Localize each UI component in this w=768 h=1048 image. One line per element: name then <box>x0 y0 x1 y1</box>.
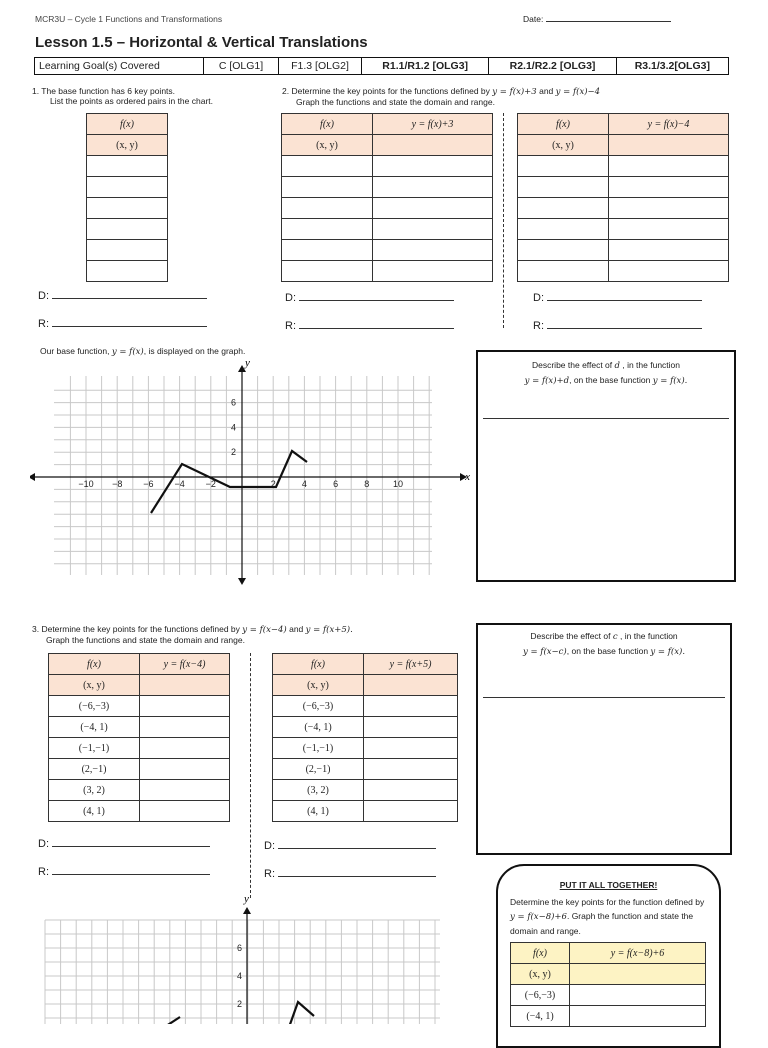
date-label: Date: <box>523 14 544 24</box>
translation-graph <box>30 890 470 1024</box>
q1-table: f(x) (x, y) <box>86 113 168 282</box>
domain-field[interactable]: D: <box>533 292 702 304</box>
q1-text: 1. The base function has 6 key points. List the points as ordered pairs in the chart. <box>32 86 214 106</box>
range-field[interactable]: R: <box>264 868 436 880</box>
put-it-all-together-box[interactable]: PUT IT ALL TOGETHER! Determine the key points for the function defined by y = f(x−8)+6. Graph the function and state the domain and range. f(x) y = f(x−8)+6 (x, y) (−6,−3) (−4, 1) <box>496 864 721 1048</box>
y-tick-label: 4 <box>236 971 242 981</box>
page-title: Lesson 1.5 – Horizontal & Vertical Translations <box>35 34 368 51</box>
domain-field[interactable]: D: <box>38 838 210 850</box>
q3-table-2: f(x) y = f(x+5) (x, y) (−6,−3) (−4, 1) (−1,−1) (2,−1) (3, 2) (4, 1) <box>272 653 458 822</box>
x-tick-label: −2 <box>205 479 216 489</box>
y-axis-label: y <box>244 893 249 905</box>
effect-c-box[interactable]: Describe the effect of c , in the function y = f(x−c), on the base function y = f(x). <box>476 623 732 855</box>
graph1-caption: Our base function, y = f(x), is displayed on the graph. <box>40 346 246 357</box>
effect-d-box[interactable]: Describe the effect of d , in the function y = f(x)+d, on the base function y = f(x). <box>476 350 736 582</box>
y-tick-label: 6 <box>236 943 242 953</box>
x-tick-label: −8 <box>112 479 123 489</box>
goal-item: R3.1/3.2[OLG3] <box>616 58 728 75</box>
x-tick-label: −6 <box>143 479 154 489</box>
range-field[interactable]: R: <box>533 320 702 332</box>
date-field[interactable] <box>523 14 671 24</box>
x-tick-label: 8 <box>364 479 370 489</box>
goal-item: F1.3 [OLG2] <box>279 58 362 75</box>
x-tick-label: −4 <box>174 479 185 489</box>
y-tick-label: 2 <box>236 999 242 1009</box>
domain-field[interactable]: D: <box>285 292 454 304</box>
x-axis-label: x <box>465 471 470 483</box>
x-tick-label: 6 <box>333 479 339 489</box>
q2-table-1: f(x) y = f(x)+3 (x, y) <box>281 113 493 282</box>
range-field[interactable]: R: <box>38 866 210 878</box>
section-title: PUT IT ALL TOGETHER! <box>559 880 658 890</box>
q2-text: 2. Determine the key points for the functions defined by y = f(x)+3 and y = f(x)−4 Graph the functions and state the domain and range. <box>282 86 601 107</box>
y-tick-label: 2 <box>230 447 236 458</box>
divider <box>503 113 504 328</box>
goal-item: R2.1/R2.2 [OLG3] <box>489 58 616 75</box>
q3-table-1: f(x) y = f(x−4) (x, y) (−6,−3) (−4, 1) (−1,−1) (2,−1) (3, 2) (4, 1) <box>48 653 230 822</box>
x-tick-label: −10 <box>78 479 94 489</box>
course-header: MCR3U – Cycle 1 Functions and Transformations <box>35 14 223 24</box>
q2-table-2: f(x) y = f(x)−4 (x, y) <box>517 113 729 282</box>
goals-label: Learning Goal(s) Covered <box>35 58 204 75</box>
domain-field[interactable]: D: <box>264 840 436 852</box>
x-tick-label: 10 <box>392 479 404 489</box>
goal-item: C [OLG1] <box>204 58 279 75</box>
range-field[interactable]: R: <box>38 318 207 330</box>
y-tick-label: 4 <box>230 422 236 433</box>
goal-item: R1.1/R1.2 [OLG3] <box>362 58 489 75</box>
learning-goals-table <box>34 57 729 75</box>
base-function-graph <box>30 360 470 590</box>
x-tick-label: 2 <box>270 479 276 489</box>
domain-field[interactable]: D: <box>38 290 207 302</box>
y-axis-label: y <box>245 360 250 369</box>
q3-text: 3. Determine the key points for the functions defined by y = f(x−4) and y = f(x+5). Graph the functions and state the domain and range. <box>32 624 353 645</box>
x-tick-label: 4 <box>301 479 307 489</box>
together-table: f(x) y = f(x−8)+6 (x, y) (−6,−3) (−4, 1) <box>510 942 706 1027</box>
range-field[interactable]: R: <box>285 320 454 332</box>
y-tick-label: 6 <box>230 397 236 408</box>
divider <box>250 653 251 898</box>
